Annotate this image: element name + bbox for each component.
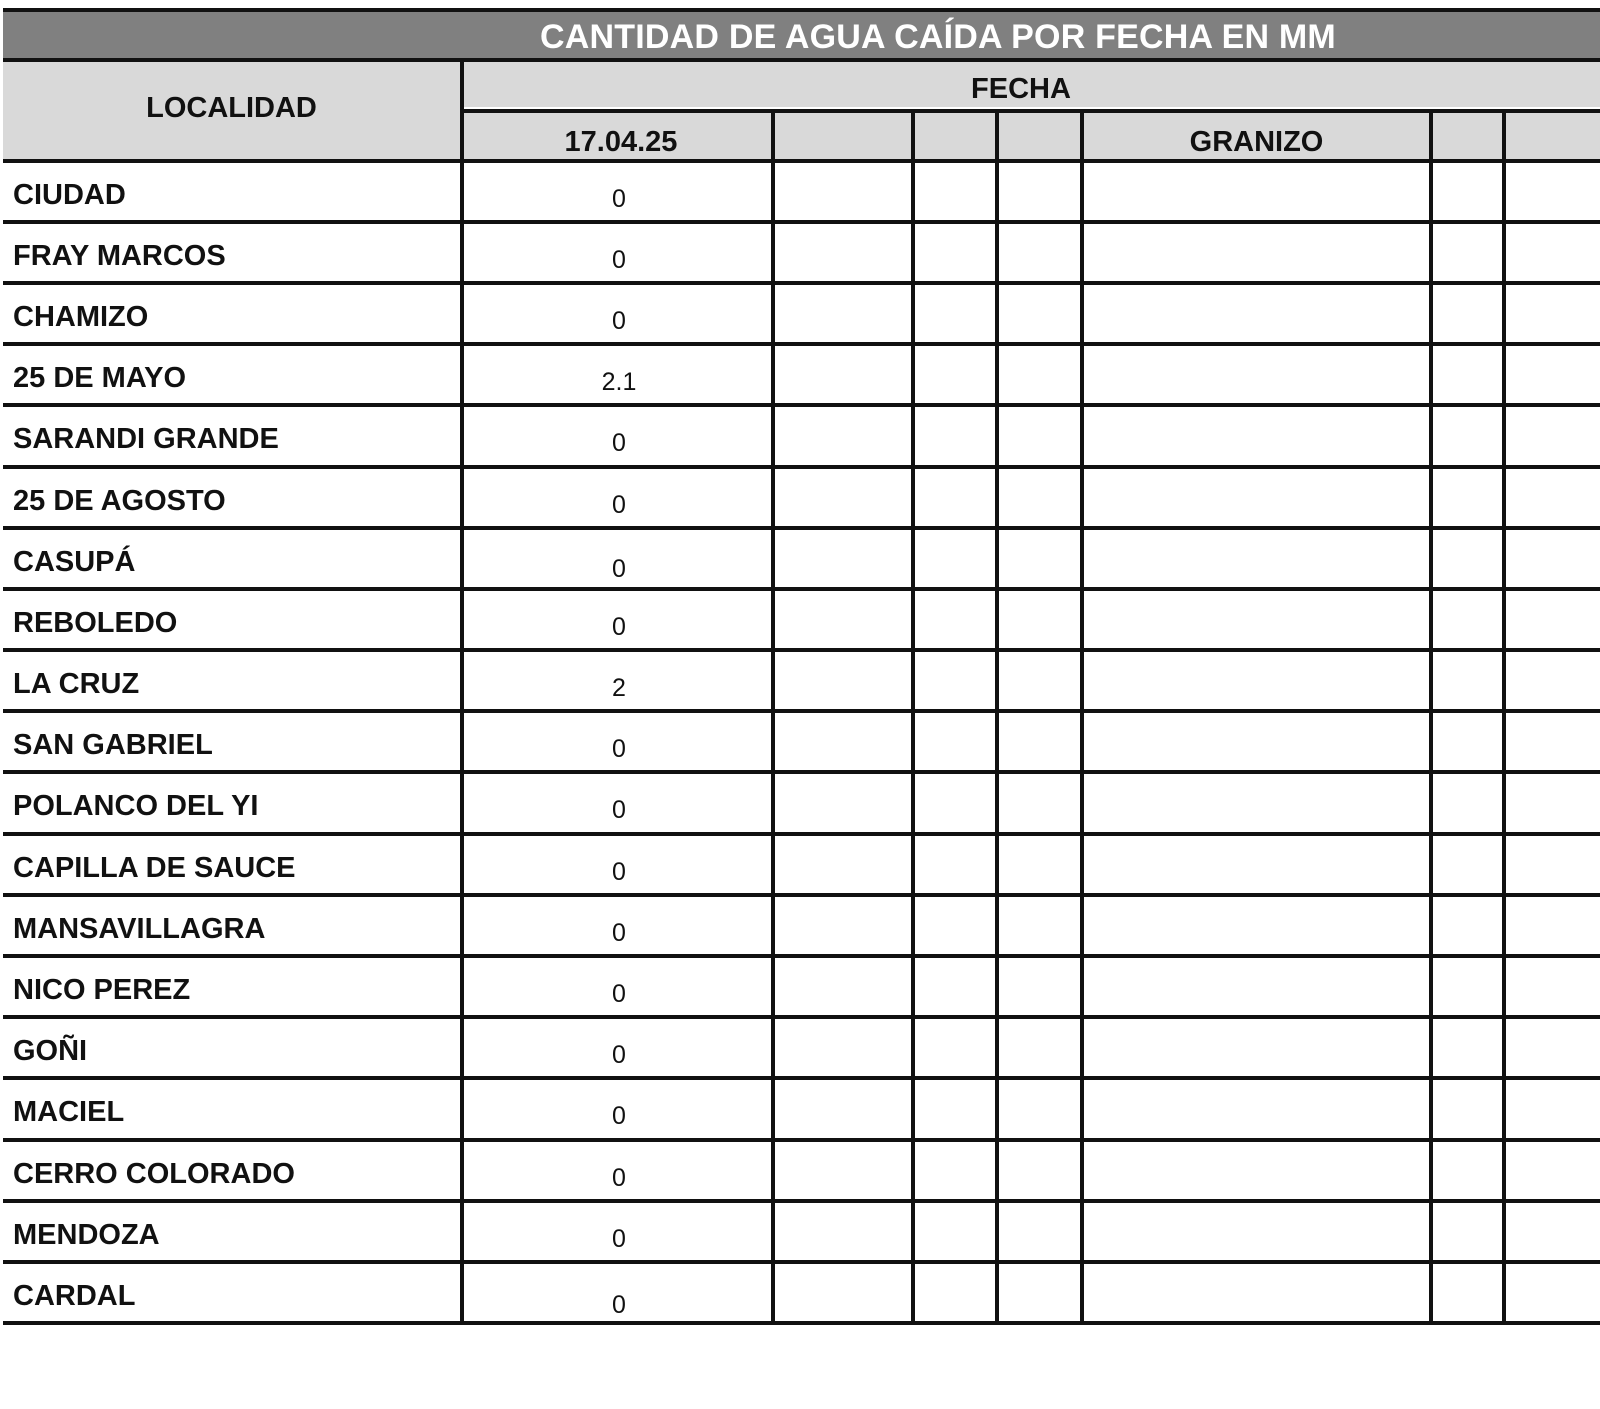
table-row bbox=[3, 1019, 1600, 1080]
rainfall-value: 0 bbox=[612, 491, 626, 519]
table-row bbox=[3, 1264, 1600, 1325]
rainfall-value: 0 bbox=[612, 307, 626, 335]
rainfall-value: 0 bbox=[612, 735, 626, 763]
table-row bbox=[3, 836, 1600, 897]
localidad-cell: SARANDI GRANDE bbox=[13, 423, 279, 455]
rainfall-value: 0 bbox=[612, 1041, 626, 1069]
rainfall-value: 0 bbox=[612, 429, 626, 457]
table-row bbox=[3, 530, 1600, 591]
localidad-cell: SAN GABRIEL bbox=[13, 729, 213, 761]
rainfall-value: 0 bbox=[612, 1164, 626, 1192]
table-row bbox=[3, 1203, 1600, 1264]
column-header-granizo: GRANIZO bbox=[1189, 126, 1324, 158]
table-title: CANTIDAD DE AGUA CAÍDA POR FECHA EN MM bbox=[540, 18, 1336, 56]
table-row bbox=[3, 469, 1600, 530]
header-fecha bbox=[464, 62, 1600, 107]
table-row bbox=[3, 713, 1600, 774]
rainfall-value: 0 bbox=[612, 796, 626, 824]
rainfall-value: 0 bbox=[612, 858, 626, 886]
table-row bbox=[3, 407, 1600, 468]
table-row bbox=[3, 1142, 1600, 1203]
rainfall-value: 0 bbox=[612, 613, 626, 641]
rainfall-value: 0 bbox=[612, 1291, 626, 1319]
table-row bbox=[3, 1080, 1600, 1141]
table-row bbox=[3, 285, 1600, 346]
localidad-cell: CASUPÁ bbox=[13, 546, 136, 578]
localidad-cell: REBOLEDO bbox=[13, 607, 178, 639]
localidad-cell: MANSAVILLAGRA bbox=[13, 913, 266, 945]
rainfall-value: 0 bbox=[612, 185, 626, 213]
localidad-cell: CHAMIZO bbox=[13, 301, 149, 333]
rainfall-value: 0 bbox=[612, 1102, 626, 1130]
localidad-cell: MACIEL bbox=[13, 1096, 125, 1128]
localidad-cell: CARDAL bbox=[13, 1280, 136, 1312]
rainfall-value: 0 bbox=[612, 246, 626, 274]
localidad-cell: 25 DE AGOSTO bbox=[13, 485, 226, 517]
localidad-cell: POLANCO DEL YI bbox=[13, 790, 259, 822]
rainfall-value: 0 bbox=[612, 980, 626, 1008]
rainfall-value: 2.1 bbox=[601, 368, 637, 396]
localidad-header-label: LOCALIDAD bbox=[146, 92, 317, 124]
table-row bbox=[3, 897, 1600, 958]
localidad-cell: CIUDAD bbox=[13, 179, 126, 211]
localidad-cell: MENDOZA bbox=[13, 1219, 160, 1251]
localidad-cell: GOÑI bbox=[13, 1035, 88, 1067]
table-row bbox=[3, 346, 1600, 407]
rainfall-value: 0 bbox=[612, 919, 626, 947]
table-row bbox=[3, 774, 1600, 835]
table-row bbox=[3, 224, 1600, 285]
title-bar bbox=[3, 8, 1600, 62]
localidad-cell: FRAY MARCOS bbox=[13, 240, 226, 272]
header-localidad bbox=[3, 62, 460, 160]
table-row bbox=[3, 958, 1600, 1019]
rainfall-value: 2 bbox=[612, 674, 626, 702]
localidad-cell: 25 DE MAYO bbox=[13, 362, 186, 394]
fecha-header-label: FECHA bbox=[971, 73, 1071, 105]
localidad-cell: CAPILLA DE SAUCE bbox=[13, 852, 296, 884]
table-row bbox=[3, 591, 1600, 652]
localidad-cell: CERRO COLORADO bbox=[13, 1158, 295, 1190]
localidad-cell: LA CRUZ bbox=[13, 668, 140, 700]
localidad-cell: NICO PEREZ bbox=[13, 974, 191, 1006]
rainfall-value: 0 bbox=[612, 555, 626, 583]
table-row bbox=[3, 163, 1600, 224]
column-header-date: 17.04.25 bbox=[564, 126, 678, 158]
rainfall-value: 0 bbox=[612, 1225, 626, 1253]
table-row bbox=[3, 652, 1600, 713]
